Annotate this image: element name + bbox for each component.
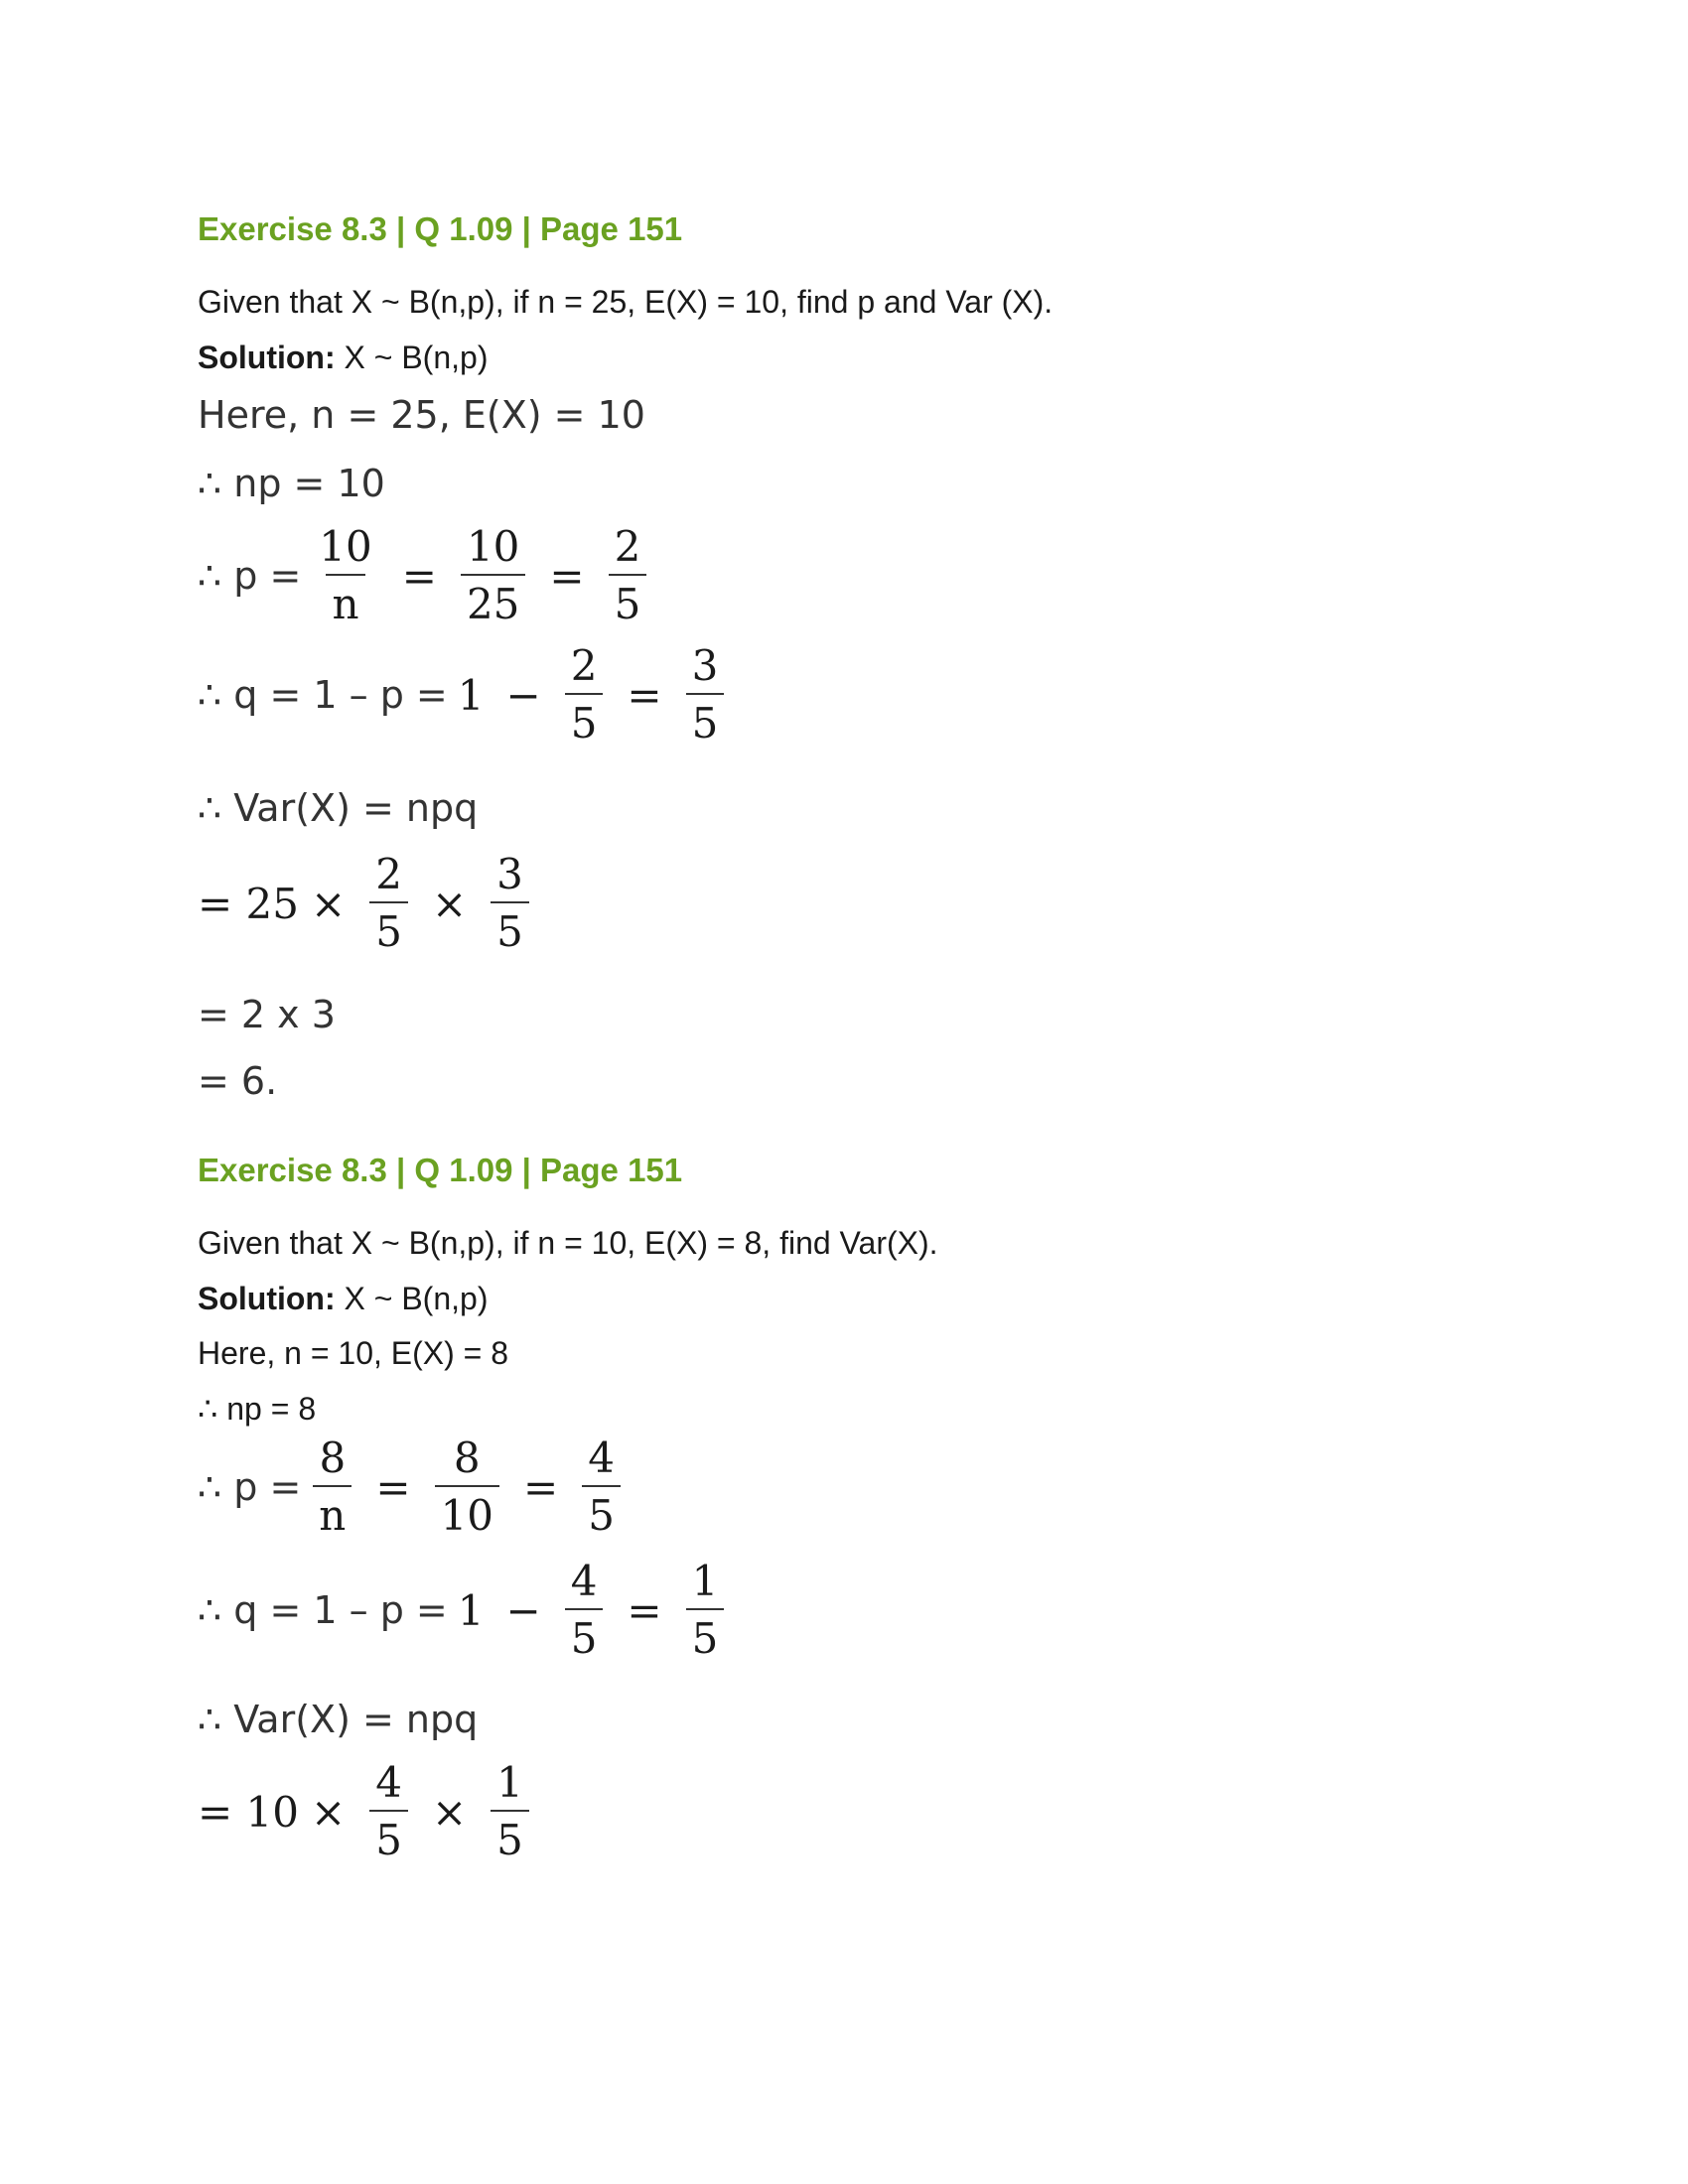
numerator: 3 [496, 850, 523, 898]
fraction [565, 641, 604, 748]
q-prefix: ∴ q = 1 – p = [198, 1588, 448, 1632]
q-equation [198, 1557, 736, 1663]
given-values-line: Here, n = 25, E(X) = 10 [198, 393, 645, 437]
numerator: 1 [691, 1557, 719, 1605]
denominator: 5 [369, 1810, 408, 1861]
question-text: Given that X ~ B(n,p), if n = 25, E(X) = 10, find p and Var (X). [198, 284, 1054, 320]
fraction [313, 522, 377, 628]
denominator: 5 [686, 1608, 725, 1660]
fraction [435, 1433, 499, 1540]
times-sign: × [311, 1787, 347, 1837]
fraction [609, 522, 647, 628]
fraction [565, 1557, 604, 1663]
solution-label: Solution: [198, 340, 336, 375]
q-prefix: ∴ q = 1 – p = [198, 673, 448, 717]
times-sign: × [431, 879, 468, 928]
denominator: 25 [461, 574, 525, 625]
given-values-line: Here, n = 10, E(X) = 8 [198, 1335, 509, 1371]
variance-formula-line: ∴ Var(X) = npq [198, 786, 479, 830]
denominator: n [313, 1485, 352, 1537]
numerator: 2 [375, 850, 402, 898]
result-line: = 6. [198, 1059, 278, 1103]
fraction [313, 1433, 352, 1540]
numerator: 8 [453, 1433, 481, 1482]
denominator: 5 [582, 1485, 621, 1537]
exercise-heading: Exercise 8.3 | Q 1.09 | Page 151 [198, 210, 683, 247]
denominator: n [326, 574, 364, 625]
q-equation [198, 641, 736, 748]
question-text: Given that X ~ B(n,p), if n = 10, E(X) = 8, find Var(X). [198, 1225, 938, 1261]
numerator: 4 [375, 1758, 402, 1807]
fraction [686, 1557, 725, 1663]
fraction [491, 850, 529, 956]
equals-sign: = [627, 670, 662, 720]
denominator: 5 [491, 1810, 529, 1861]
calc-prefix: = 10 [198, 1787, 299, 1837]
times-sign: × [431, 1787, 468, 1837]
numerator: 4 [570, 1557, 598, 1605]
equals-sign: = [549, 551, 585, 601]
p-equation [198, 1433, 633, 1540]
solution-line [198, 340, 488, 376]
numerator: 8 [319, 1433, 347, 1482]
document-page [198, 0, 1588, 2184]
numerator: 2 [614, 522, 641, 571]
numerator: 10 [466, 522, 520, 571]
equals-sign: = [375, 1462, 411, 1512]
numerator: 1 [496, 1758, 523, 1807]
fraction [369, 1758, 408, 1864]
denominator: 5 [609, 574, 647, 625]
p-prefix: ∴ p = [198, 554, 302, 598]
fraction [491, 1758, 529, 1864]
times-sign: × [311, 879, 347, 928]
denominator: 10 [435, 1485, 499, 1537]
numerator: 2 [570, 641, 598, 690]
one-value: 1 [457, 670, 485, 720]
fraction [461, 522, 525, 628]
solution-label: Solution: [198, 1281, 336, 1316]
equals-sign: = [401, 551, 437, 601]
exercise-heading: Exercise 8.3 | Q 1.09 | Page 151 [198, 1152, 683, 1188]
numerator: 10 [319, 522, 372, 571]
calc-prefix: = 25 [198, 879, 299, 928]
variance-formula-line: ∴ Var(X) = npq [198, 1698, 479, 1741]
denominator: 5 [369, 901, 408, 953]
minus-sign: − [505, 1585, 541, 1635]
p-equation [198, 522, 658, 628]
equals-sign: = [523, 1462, 559, 1512]
solution-text: X ~ B(n,p) [335, 1281, 489, 1316]
np-line: ∴ np = 8 [198, 1391, 317, 1427]
denominator: 5 [686, 693, 725, 745]
numerator: 3 [691, 641, 719, 690]
variance-calculation [198, 1758, 541, 1864]
fraction [686, 641, 725, 748]
p-prefix: ∴ p = [198, 1465, 302, 1509]
solution-text: X ~ B(n,p) [335, 340, 489, 375]
fraction [582, 1433, 621, 1540]
minus-sign: − [505, 670, 541, 720]
denominator: 5 [565, 693, 604, 745]
fraction [369, 850, 408, 956]
denominator: 5 [565, 1608, 604, 1660]
np-line: ∴ np = 10 [198, 462, 385, 505]
one-value: 1 [457, 1585, 485, 1635]
variance-calculation [198, 850, 541, 956]
numerator: 4 [588, 1433, 615, 1482]
product-line: = 2 x 3 [198, 993, 336, 1036]
denominator: 5 [491, 901, 529, 953]
solution-line [198, 1281, 488, 1317]
equals-sign: = [627, 1585, 662, 1635]
